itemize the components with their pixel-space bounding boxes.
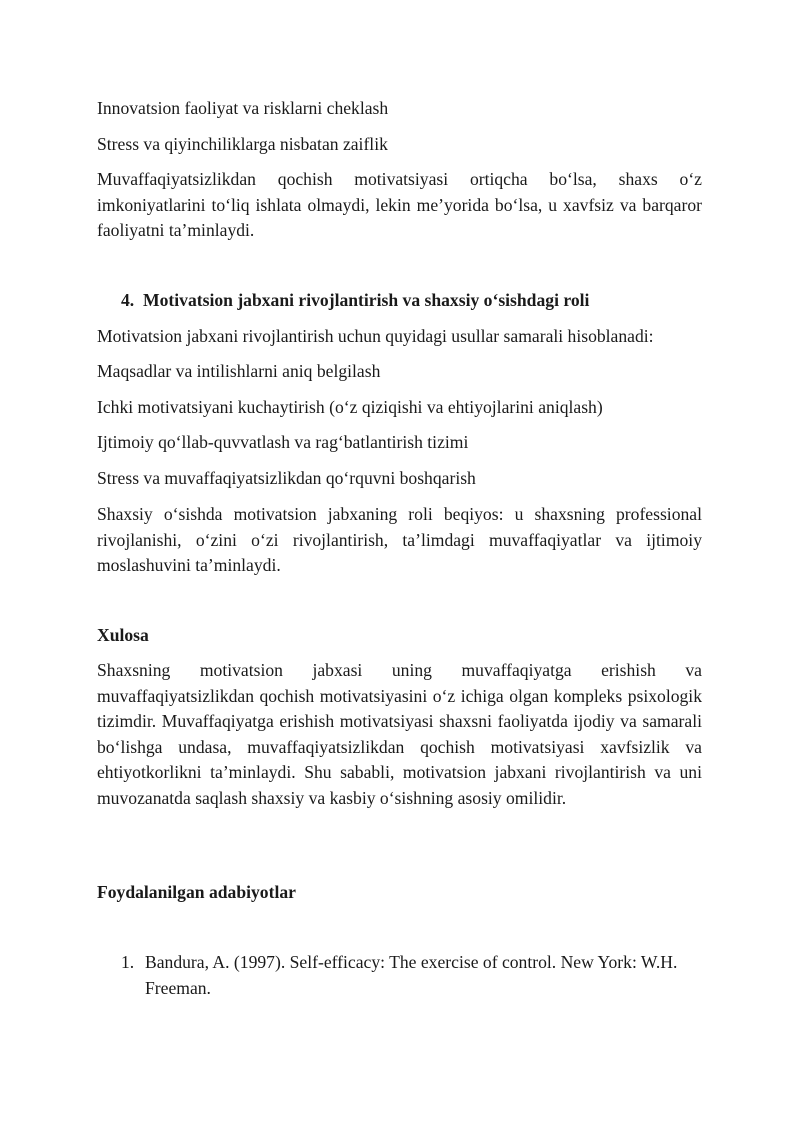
list-item: Innovatsion faoliyat va risklarni cheklash <box>97 98 389 118</box>
conclusion-heading: Xulosa <box>97 625 149 645</box>
list-item: Ijtimoiy qo‘llab-quvvatlash va rag‘batlantirish tizimi <box>97 432 469 452</box>
reference-number: 1. <box>121 952 135 972</box>
section-number: 4. <box>121 290 135 310</box>
conclusion-paragraph: Shaxsning motivatsion jabxasi uning muvaffaqiyatga erishish va muvaffaqiyatsizlikdan qochish motivatsiyasini o‘z ichiga olgan kompleks psixologik tizimdir. Muvaffaqiyatga erishish motivatsiyasi shaxsni faoliyatda ijodiy va samarali bo‘lishga undasa, muvaffaqiyatsizlikdan qochish motivatsiyasi xavfsizlik va ehtiyotkorlikni ta’minlaydi. Shu sababli, motivatsion jabxani rivojlantirish va uni muvozanatda saqlash shaxsiy va kasbiy o‘sishning asosiy omilidir. <box>97 660 702 808</box>
list-item: Stress va qiyinchiliklarga nisbatan zaiflik <box>97 134 388 154</box>
list-item: Maqsadlar va intilishlarni aniq belgilash <box>97 361 381 381</box>
section-title: Motivatsion jabxani rivojlantirish va shaxsiy o‘sishdagi roli <box>143 290 590 310</box>
list-item: Ichki motivatsiyani kuchaytirish (o‘z qiziqishi va ehtiyojlarini aniqlash) <box>97 397 603 417</box>
references-heading: Foydalanilgan adabiyotlar <box>97 882 296 902</box>
paragraph-personal-growth: Shaxsiy o‘sishda motivatsion jabxaning roli beqiyos: u shaxsning professional rivojlanishi, o‘zini o‘zi rivojlantirish, ta’limdagi muvaffaqiyatlar va ijtimoiy moslashuvini ta’minlaydi. <box>97 504 702 575</box>
list-item: Stress va muvaffaqiyatsizlikdan qo‘rquvni boshqarish <box>97 468 476 488</box>
paragraph-failure-avoidance: Muvaffaqiyatsizlikdan qochish motivatsiyasi ortiqcha bo‘lsa, shaxs o‘z imkoniyatlarini to‘liq ishlata olmaydi, lekin me’yorida bo‘lsa, u xavfsiz va barqaror faoliyatni ta’minlaydi. <box>97 169 702 240</box>
reference-item: Bandura, A. (1997). Self-efficacy: The exercise of control. New York: W.H. Freeman. <box>145 952 678 998</box>
section-heading-4 <box>121 288 589 312</box>
section-intro: Motivatsion jabxani rivojlantirish uchun quyidagi usullar samarali hisoblanadi: <box>97 326 654 346</box>
